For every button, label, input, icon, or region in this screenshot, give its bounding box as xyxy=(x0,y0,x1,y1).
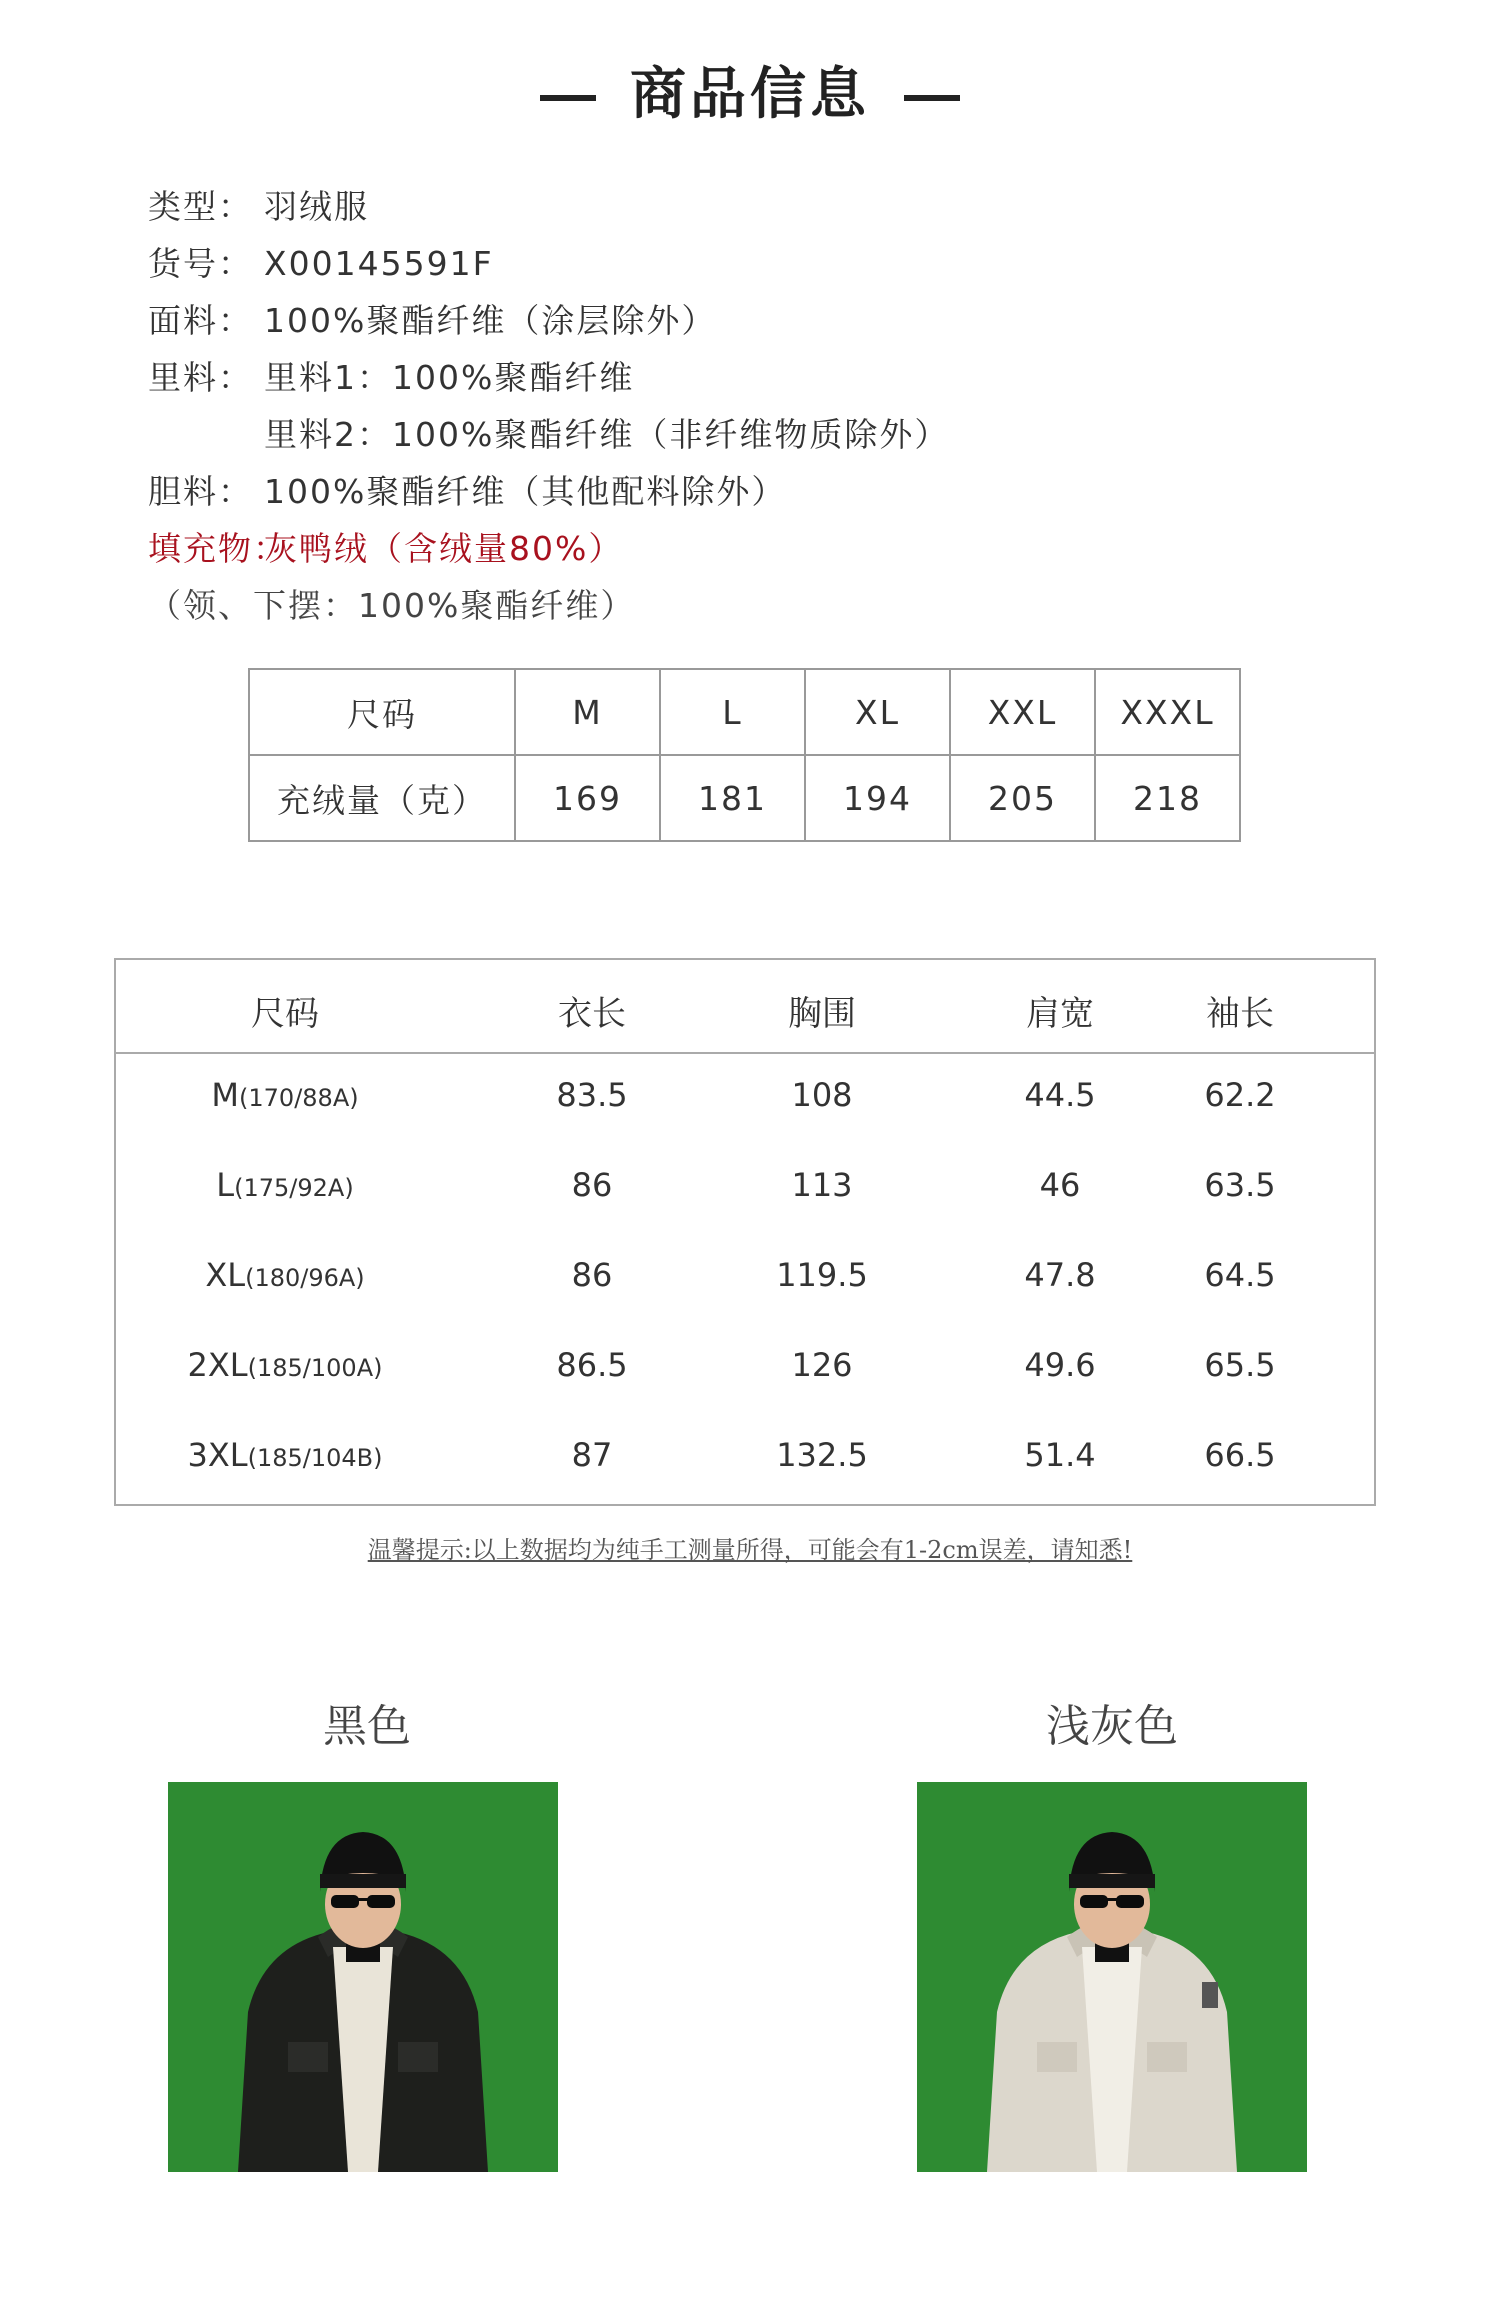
page-title xyxy=(0,50,1500,130)
info-lining2-row xyxy=(148,406,949,463)
info-note-row xyxy=(148,577,949,634)
size-code: L xyxy=(216,1166,235,1204)
title-dash-left xyxy=(540,95,596,101)
size-cell xyxy=(188,1346,383,1384)
color-label-black: 黑色 xyxy=(323,1701,411,1752)
down-size-cell: XXL xyxy=(950,669,1095,755)
sleeve-cell: 63.5 xyxy=(1204,1166,1276,1204)
sku-value: X00145591F xyxy=(264,244,494,283)
lining1-value: 里料1：100%聚酯纤维 xyxy=(264,358,635,397)
down-fill-table xyxy=(248,668,1241,842)
down-fill-header: 充绒量（克） xyxy=(249,755,515,841)
chest-cell: 126 xyxy=(791,1346,853,1384)
size-code: 3XL xyxy=(187,1436,248,1474)
fabric-value: 100%聚酯纤维（涂层除外） xyxy=(264,301,717,340)
fabric-label: 面料： xyxy=(148,301,253,340)
lining-label: 里料： xyxy=(148,358,253,397)
size-cell xyxy=(216,1166,353,1204)
chest-cell: 113 xyxy=(791,1166,853,1204)
product-photo-black xyxy=(168,1782,558,2172)
info-filling-row xyxy=(148,520,949,577)
lining2-value: 里料2：100%聚酯纤维（非纤维物质除外） xyxy=(264,415,950,454)
info-bladder-row xyxy=(148,463,949,520)
info-sku-row xyxy=(148,235,949,292)
down-size-cell: XXXL xyxy=(1095,669,1240,755)
header-shoulder: 肩宽 xyxy=(1026,994,1094,1034)
size-spec: (185/104B) xyxy=(247,1444,383,1472)
size-cell xyxy=(205,1256,364,1294)
down-fill-row xyxy=(249,755,1240,841)
sleeve-cell: 66.5 xyxy=(1204,1436,1276,1474)
shoulder-cell: 49.6 xyxy=(1024,1346,1096,1384)
length-cell: 86 xyxy=(571,1166,613,1204)
header-chest: 胸围 xyxy=(788,994,856,1034)
length-cell: 83.5 xyxy=(556,1076,628,1114)
down-fill-cell: 218 xyxy=(1095,755,1240,841)
type-label: 类型： xyxy=(148,187,253,226)
sleeve-cell: 65.5 xyxy=(1204,1346,1276,1384)
down-size-cell: L xyxy=(660,669,805,755)
size-chart xyxy=(114,958,1376,1506)
chest-cell: 108 xyxy=(791,1076,853,1114)
size-cell xyxy=(211,1076,358,1114)
size-chart-header xyxy=(116,960,1374,1054)
shoulder-cell: 51.4 xyxy=(1024,1436,1096,1474)
info-fabric-row xyxy=(148,292,949,349)
tip-text: 温馨提示:以上数据均为纯手工测量所得，可能会有1-2cm误差，请知悉! xyxy=(367,1536,1133,1564)
down-fill-cell: 194 xyxy=(805,755,950,841)
bladder-value: 100%聚酯纤维（其他配料除外） xyxy=(264,472,787,511)
size-spec: (185/100A) xyxy=(247,1354,383,1382)
product-photo-light-gray xyxy=(917,1782,1307,2172)
chest-cell: 132.5 xyxy=(776,1436,868,1474)
length-cell: 87 xyxy=(571,1436,613,1474)
filling-label: 填充物： xyxy=(148,529,288,568)
type-value: 羽绒服 xyxy=(264,187,369,226)
size-spec: (180/96A) xyxy=(245,1264,365,1292)
length-cell: 86.5 xyxy=(556,1346,628,1384)
title-dash-right xyxy=(904,95,960,101)
size-code: 2XL xyxy=(187,1346,248,1384)
down-size-cell: M xyxy=(515,669,660,755)
sleeve-cell: 62.2 xyxy=(1204,1076,1276,1114)
info-type-row xyxy=(148,178,949,235)
down-fill-cell: 205 xyxy=(950,755,1095,841)
length-cell: 86 xyxy=(571,1256,613,1294)
size-spec: (170/88A) xyxy=(239,1084,359,1112)
model-illustration-black xyxy=(168,1782,558,2172)
sku-label: 货号： xyxy=(148,244,253,283)
title-text: 商品信息 xyxy=(630,62,870,127)
info-lining-row xyxy=(148,349,949,406)
product-info xyxy=(148,178,949,634)
measurement-tip xyxy=(0,1530,1500,1565)
down-size-header: 尺码 xyxy=(249,669,515,755)
shoulder-cell: 46 xyxy=(1039,1166,1081,1204)
header-sleeve: 袖长 xyxy=(1206,994,1274,1034)
down-size-row xyxy=(249,669,1240,755)
down-fill-cell: 169 xyxy=(515,755,660,841)
size-code: M xyxy=(211,1076,240,1114)
bladder-label: 胆料： xyxy=(148,472,253,511)
chest-cell: 119.5 xyxy=(776,1256,868,1294)
model-illustration-light-gray xyxy=(917,1782,1307,2172)
shoulder-cell: 47.8 xyxy=(1024,1256,1096,1294)
filling-value: 灰鸭绒（含绒量80%） xyxy=(264,529,624,568)
color-label-light-gray: 浅灰色 xyxy=(1046,1701,1178,1752)
shoulder-cell: 44.5 xyxy=(1024,1076,1096,1114)
collar-hem-note: （领、下摆：100%聚酯纤维） xyxy=(148,586,636,625)
header-length: 衣长 xyxy=(558,994,626,1034)
size-code: XL xyxy=(205,1256,246,1294)
sleeve-cell: 64.5 xyxy=(1204,1256,1276,1294)
down-fill-cell: 181 xyxy=(660,755,805,841)
size-spec: (175/92A) xyxy=(234,1174,354,1202)
header-size: 尺码 xyxy=(251,994,319,1034)
size-cell xyxy=(187,1436,382,1474)
down-size-cell: XL xyxy=(805,669,950,755)
